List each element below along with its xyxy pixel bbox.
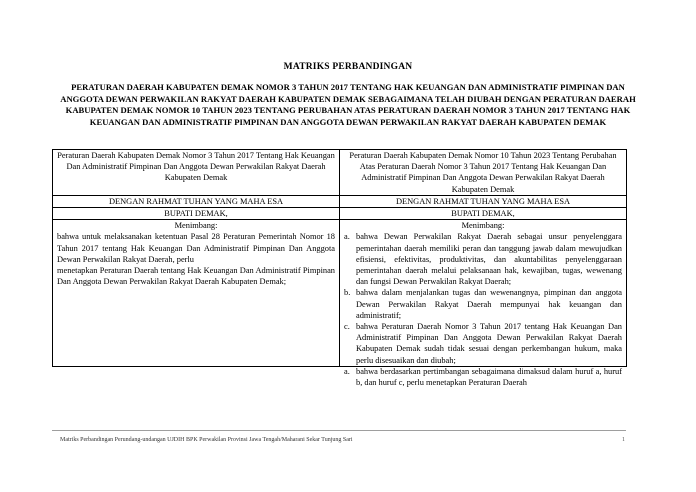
footer-text: Matriks Perbandingan Perundang-undangan UJDIH BPK Perwakilan Provinsi Jawa Tengah/Maharani Sekar Tunjung Sari bbox=[60, 437, 353, 443]
left-bupati-cell: BUPATI DEMAK, bbox=[53, 208, 340, 220]
right-menimbang-label: Menimbang: bbox=[461, 221, 505, 231]
left-rahmat-cell: DENGAN RAHMAT TUHAN YANG MAHA ESA bbox=[53, 195, 340, 207]
list-item bbox=[344, 231, 622, 287]
page-number: 1 bbox=[622, 437, 625, 443]
list-item-marker: a. bbox=[344, 232, 350, 242]
footer-divider bbox=[52, 430, 626, 431]
left-menimbang-cell bbox=[53, 220, 340, 367]
list-item-text: bahwa dalam menjalankan tugas dan wewenangnya, pimpinan dan anggota Dewan Perwakilan Rakyat Daerah mempunyai hak keuangan dan administratif; bbox=[356, 288, 622, 320]
list-item-marker: c. bbox=[344, 322, 350, 332]
list-item-text: bahwa Peraturan Daerah Nomor 3 Tahun 2017 tentang Hak Keuangan Dan Administratif Pimpinan Dan Anggota Dewan Perwakilan Rakyat Daerah Kabupaten Demak sudah tidak sesuai dengan perkembangan hukum, maka perlu disesuaikan dan diubah; bbox=[356, 322, 622, 365]
table-row-bupati bbox=[53, 208, 627, 220]
table-row-rahmat bbox=[53, 195, 627, 207]
right-bupati-cell: BUPATI DEMAK, bbox=[340, 208, 627, 220]
table-header-row bbox=[53, 150, 627, 196]
list-item bbox=[344, 366, 622, 388]
list-item-marker: b. bbox=[344, 288, 351, 298]
right-rahmat-cell: DENGAN RAHMAT TUHAN YANG MAHA ESA bbox=[340, 195, 627, 207]
table-row-menimbang bbox=[53, 220, 627, 367]
left-menimbang-paragraph-2: menetapkan Peraturan Daerah tentang Hak Keuangan Dan Administratif Pimpinan Dan Anggota Dewan Perwakilan Rakyat Daerah Kabupaten Demak; bbox=[57, 266, 335, 287]
document-title: MATRIKS PERBANDINGAN bbox=[283, 62, 413, 72]
list-item-text: bahwa berdasarkan pertimbangan sebagaimana dimaksud dalam huruf a, huruf b, dan huruf c, perlu menetapkan Peraturan Daerah bbox=[356, 366, 622, 388]
left-menimbang-content bbox=[57, 220, 335, 366]
right-column-header: Peraturan Daerah Kabupaten Demak Nomor 10 Tahun 2023 Tentang Perubahan Atas Peraturan Daerah Nomor 3 Tahun 2017 Tentang Hak Keuangan Dan Administratif Pimpinan Dan Anggota Dewan Perwakilan Rakyat Daerah Kabupaten Demak bbox=[340, 150, 627, 196]
comparison-table bbox=[52, 149, 627, 388]
list-item-text: bahwa Dewan Perwakilan Rakyat Daerah sebagai unsur penyelenggara pemerintahan daerah memiliki peran dan tanggung jawab dalam mewujudkan efisiensi, efektivitas, produktivitas, dan akuntabilitas penyelenggaraan pemerintahan daerah melalui pelaksanaan hak, kewajiban, tugas, wewenang dan fungsi Dewan Perwakilan Rakyat Daerah; bbox=[356, 232, 622, 287]
right-menimbang-list bbox=[344, 231, 622, 388]
right-menimbang-cell bbox=[340, 220, 627, 388]
left-menimbang-paragraph-1: bahwa untuk melaksanakan ketentuan Pasal 28 Peraturan Pemerintah Nomor 18 Tahun 2017 tentang Hak Keuangan Dan Administratif Pimpinan Dan Anggota Dewan Perwakilan Rakyat Daerah, perlu bbox=[57, 232, 335, 264]
list-item-marker: a. bbox=[344, 366, 350, 376]
right-menimbang-content bbox=[344, 220, 622, 388]
document-subtitle: PERATURAN DAERAH KABUPATEN DEMAK NOMOR 3 TAHUN 2017 TENTANG HAK KEUANGAN DAN ADMINISTRATIF PIMPINAN DAN ANGGOTA DEWAN PERWAKILAN RAKYAT DAERAH KABUPATEN DEMAK SEBAGAIMANA TELAH DIUBAH DENGAN PERATURAN DAERAH KABUPATEN DEMAK NOMOR 10 TAHUN 2023 TENTANG PERUBAHAN ATAS PERATURAN DAERAH NOMOR 3 TAHUN 2017 TENTANG HAK KEUANGAN DAN ADMINISTRATIF PIMPINAN DAN ANGGOTA DEWAN PERWAKILAN RAKYAT DAERAH KABUPATEN DEMAK bbox=[60, 82, 636, 127]
list-item bbox=[344, 287, 622, 321]
list-item bbox=[344, 321, 622, 366]
left-menimbang-label: Menimbang: bbox=[174, 221, 218, 231]
left-column-header: Peraturan Daerah Kabupaten Demak Nomor 3 Tahun 2017 Tentang Hak Keuangan Dan Administratif Pimpinan Dan Anggota Dewan Perwakilan Rakyat Daerah Kabupaten Demak bbox=[53, 150, 340, 196]
